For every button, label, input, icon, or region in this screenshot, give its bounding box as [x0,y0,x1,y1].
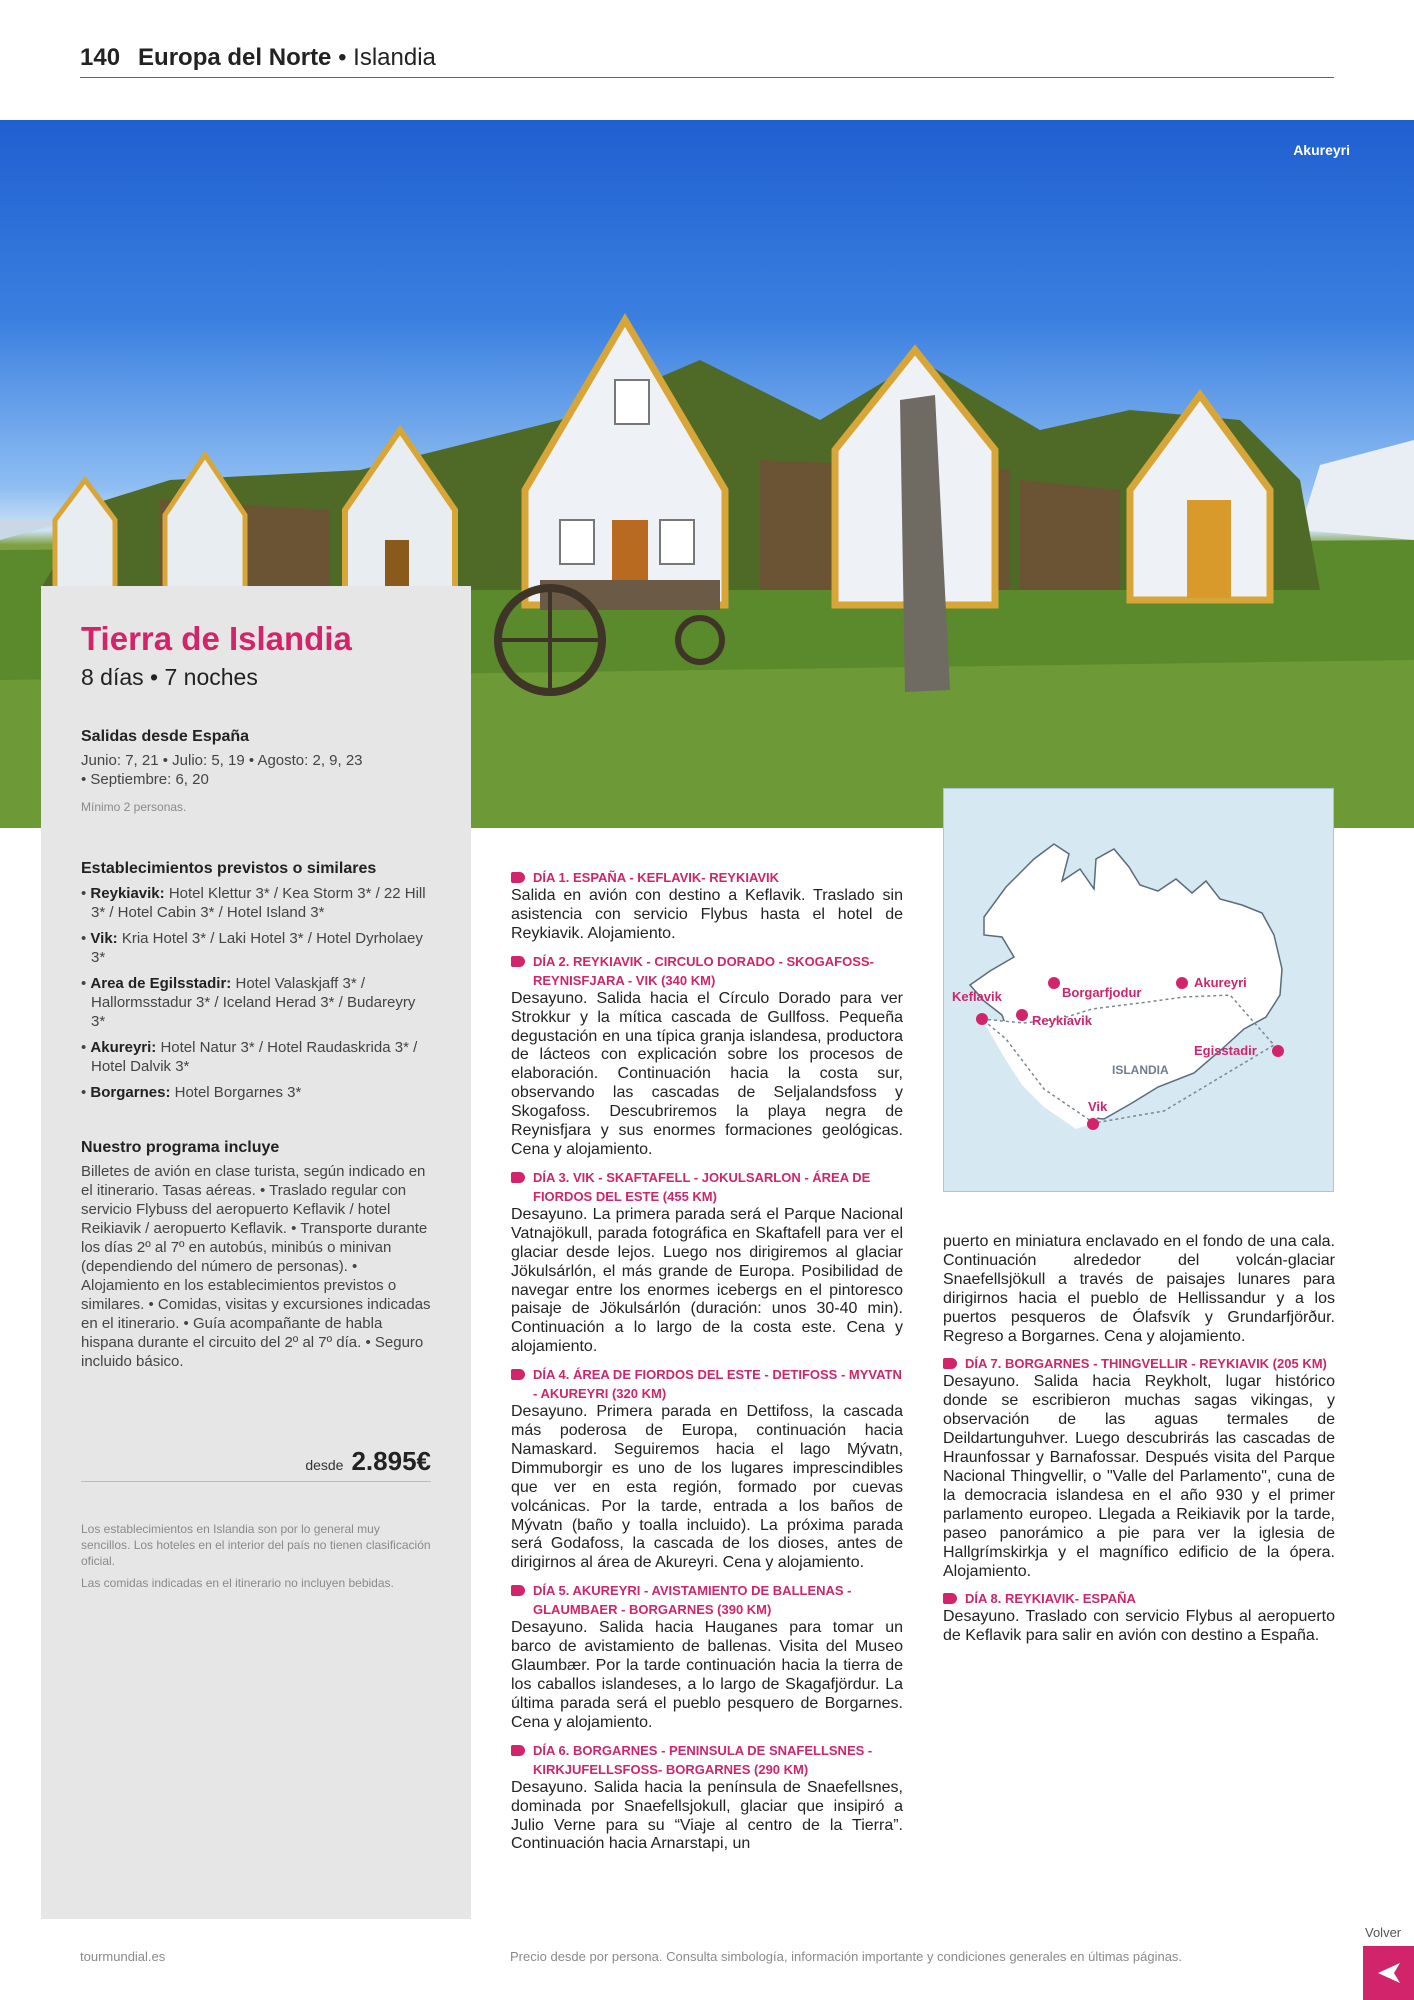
hotels-note: Los establecimientos en Islandia son por lo general muy sencillos. Los hoteles en el interior del país no tienen clasificación oficial. [81,1522,431,1568]
day-heading: DÍA 5. AKUREYRI - AVISTAMIENTO DE BALLENAS - GLAUMBAER - BORGARNES (390 KM) [511,1581,903,1619]
minimum-people: Mínimo 2 personas. [81,800,187,814]
day-heading: DÍA 2. REYKIAVIK - CIRCULO DORADO - SKOGAFOSS-REYNISFJARA - VIK (340 KM) [511,952,903,990]
price-block [81,1446,431,1482]
hotel-names: Hotel Natur 3* / Hotel Raudaskrida 3* / Hotel Dalvik 3* [91,1039,418,1075]
bullet-icon [511,1172,525,1183]
day-description: Desayuno. Salida hacia Reykholt, lugar histórico donde se escribieron muchas sagas vikingas, y observación de las aguas termales de Deildartunguhver. Luego descubrirás las cascadas de Hraunfossar y Barnafossar. Después visita del Parque Nacional Thingvellir, o "Valle del Parlamento", cuna de la democracia islandesa en el año 930 y el primer parlamento europeo. Llegada a Reikiavik por la tarde, paseo panorámico a pie para ver la iglesia de Hallgrímskirkja y el magnífico edificio de la ópera. Alojamiento. [943,1373,1335,1580]
day-heading: DÍA 7. BORGARNES - THINGVELLIR - REYKIAVIK (205 KM) [943,1354,1335,1373]
hotel-names: Kria Hotel 3* / Laki Hotel 3* / Hotel Dyrholaey 3* [91,930,423,966]
day-description: Desayuno. Salida hacia Hauganes para tomar un barco de avistamiento de ballenas. Visita del Museo Glaumbær. Por la tarde continuación hacia la tierra de los caballos islandeses, a lo largo de Skagafjördur. La última parada será el pueblo pesquero de Borgarnes. Cena y alojamiento. [511,1619,903,1731]
hotel-city: Vik: [90,930,118,947]
includes-heading: Nuestro programa incluye [81,1139,280,1156]
bullet-icon [511,1369,525,1380]
hotel-city: Akureyri: [90,1039,157,1056]
trip-duration: 8 días • 7 noches [81,664,258,690]
bullet-icon [511,956,525,967]
day-2 [511,952,903,1160]
day-heading: DÍA 1. ESPAÑA - KEFLAVIK- REYKIAVIK [511,868,903,887]
arrow-left-icon [1376,1961,1402,1985]
price-from-label: desde [305,1457,344,1473]
map-label-akureyri: Akureyri [1194,975,1247,990]
day-description: Desayuno. Primera parada en Dettifoss, la cascada más poderosa de Europa, continuación hacia Namaskard. Seguiremos hacia el lago Mývatn, Dimmuborgir es uno de los lugares imprescindibles que ver en esta región, formado por cuevas volcánicas. Por la tarde, entrada a los baños de Mývatn (baño y toalla incluido). La próxima parada será Godafoss, la cascada de los dioses, antes de dirigirnos al área de Akureyri. Cena y alojamiento. [511,1403,903,1572]
bullet-icon [511,1745,525,1756]
page-number: 140 [80,44,121,71]
map-label-vik: Vik [1088,1099,1108,1114]
day-6 [511,1741,903,1855]
hotel-names: Hotel Klettur 3* / Kea Storm 3* / 22 Hill 3* / Hotel Cabin 3* / Hotel Island 3* [91,885,426,921]
hotel-city: Reykiavik: [90,885,165,902]
hotel-city: Borgarnes: [90,1084,171,1101]
day-description: Desayuno. Salida hacia el Círculo Dorado para ver Strokkur y la mítica cascada de Gullfoss. Pequeña degustación en una típica granja islandesa, productora de lácteos con explicación sobre los procesos de elaboración. Continuación hacia la costa sur, observando las cascadas de Seljalandsfoss y Skogafoss. Descubriremos la playa negra de Reynisfjara y sus enormes formaciones geológicas. Cena y alojamiento. [511,989,903,1158]
day-description-continued: puerto en miniatura enclavado en el fondo de una cala. Continuación alrededor del volcán-glaciar Snaefellsjökull a través de paisajes lunares para dirigirnos hacia el pueblo de Hellissandur y a los puertos pesqueros de Ólafsvík y Grundarfjörður. Regreso a Borgarnes. Cena y alojamiento. [943,1233,1335,1345]
itinerary-column-2 [943,1233,1335,1654]
list-item: • Area de Egilsstadir: Hotel Valaskjaff 3* / Hallormsstadur 3* / Iceland Herad 3* / Budareyry 3* [81,975,416,1030]
back-label: Volver [1365,1925,1402,1940]
subsection-title: Islandia [353,44,436,71]
day-3 [511,1168,903,1357]
list-item: • Borgarnes: Hotel Borgarnes 3* [81,1084,302,1101]
map-label-keflavik: Keflavik [952,989,1002,1004]
day-heading: DÍA 6. BORGARNES - PENINSULA DE SNAFELLSNES - KIRKJUFELLSFOSS- BORGARNES (290 KM) [511,1741,903,1779]
hotel-city: Area de Egilsstadir: [90,975,232,992]
day-description: Desayuno. Traslado con servicio Flybus al aeropuerto de Keflavik para salir en avión con destino a España. [943,1608,1335,1645]
day-description: Desayuno. Salida hacia la península de Snaefellsnes, dominada por Snaefellsjokull, glaciar que insipiró a Julio Verne para su “Viaje al centro de la Tierra”. Continuación hacia Arnarstapi, un [511,1778,903,1853]
departures-heading: Salidas desde España [81,728,250,745]
day-heading: DÍA 8. REYKIAVIK- ESPAÑA [943,1589,1335,1608]
house-2 [165,455,245,590]
trip-summary-panel [41,586,471,1919]
day-heading: DÍA 4. ÁREA DE FIORDOS DEL ESTE - DETIFOSS - MYVATN - AKUREYRI (320 KM) [511,1365,903,1403]
day-description: Salida en avión con destino a Keflavik. Traslado sin asistencia con servicio Flybus hasta el hotel de Reykiavik. Alojamiento. [511,887,903,942]
map-label-egisstadir: Egisstadir [1194,1043,1257,1058]
section-title: Europa del Norte [138,44,332,71]
trip-title: Tierra de Islandia [81,620,352,657]
day-1 [511,868,903,944]
day-8 [943,1589,1335,1646]
bullet-icon [511,1585,525,1596]
day-7 [943,1354,1335,1581]
day-4 [511,1365,903,1573]
list-item: • Akureyri: Hotel Natur 3* / Hotel Raudaskrida 3* / Hotel Dalvik 3* [81,1039,418,1075]
map-label-borgarfjodur: Borgarfjodur [1062,985,1142,1000]
day-5 [511,1581,903,1732]
header-separator: • [338,44,347,71]
back-button[interactable] [1363,1946,1414,2000]
list-item: • Reykiavik: Hotel Klettur 3* / Kea Storm 3* / 22 Hill 3* / Hotel Cabin 3* / Hotel Island 3* [81,885,426,921]
includes-text: Billetes de avión en clase turista, según indicado en el itinerario. Tasas aéreas. • Traslado regular con servicio Flybuss del aeropuerto Keflavik / hotel Reikiavik / aeropuerto Keflavik. • Transporte durante los días 2º al 7º en autobús, minibús o minivan (dependiendo del número de personas). • Alojamiento en los establecimientos previstos o similares. • Comidas, visitas y excursiones indicadas en el itinerario. • Guía acompañante de habla hispana durante el circuito del 2º al 7º día. • Seguro incluido básico. [81,1163,431,1370]
day-heading: DÍA 3. VIK - SKAFTAFELL - JOKULSARLON - ÁREA DE FIORDOS DEL ESTE (455 KM) [511,1168,903,1206]
iceland-route-map [943,788,1334,1192]
map-country-label: ISLANDIA [1112,1063,1169,1077]
itinerary-column-1 [511,868,903,1862]
map-label-reykiavik: Reykiavik [1032,1013,1092,1028]
website-link[interactable]: tourmundial.es [80,1949,166,1964]
hotels-list [81,884,431,1102]
list-item: • Vik: Kria Hotel 3* / Laki Hotel 3* / Hotel Dyrholaey 3* [81,930,423,966]
price-value: 2.895€ [351,1446,431,1476]
bullet-icon [943,1358,957,1369]
photo-caption: Akureyri [1293,142,1350,158]
footer-note: Precio desde por persona. Consulta simbología, información importante y condiciones generales en últimas páginas. [510,1949,1183,1964]
hotels-heading: Establecimientos previstos o similares [81,860,377,877]
header-divider [80,77,1334,78]
hotel-names: Hotel Borgarnes 3* [174,1084,302,1101]
hotel-names: Hotel Valaskjaff 3* / Hallormsstadur 3* / Iceland Herad 3* / Budareyry 3* [91,975,416,1030]
departures-dates: Junio: 7, 21 • Julio: 5, 19 • Agosto: 2, 9, 23 [81,752,363,769]
bullet-icon [943,1593,957,1604]
house-1 [55,480,115,590]
page-header [80,44,436,72]
departures-dates-2: • Septiembre: 6, 20 [81,771,209,788]
day-description: Desayuno. La primera parada será el Parque Nacional Vatnajökull, parada fotográfica en Skaftafell para ver el glaciar desde lejos. Luego nos dirigiremos al glaciar Jökulsárlón, el más grande de Europa. Posibilidad de navegar entre los enormes icebergs en el pintoresco paisaje de Jökulsárlón (duración: unos 30-40 min). Continuación a lo largo de la costa este. Cena y alojamiento. [511,1205,903,1356]
meals-note: Las comidas indicadas en el itinerario no incluyen bebidas. [81,1576,394,1590]
bullet-icon [511,872,525,883]
